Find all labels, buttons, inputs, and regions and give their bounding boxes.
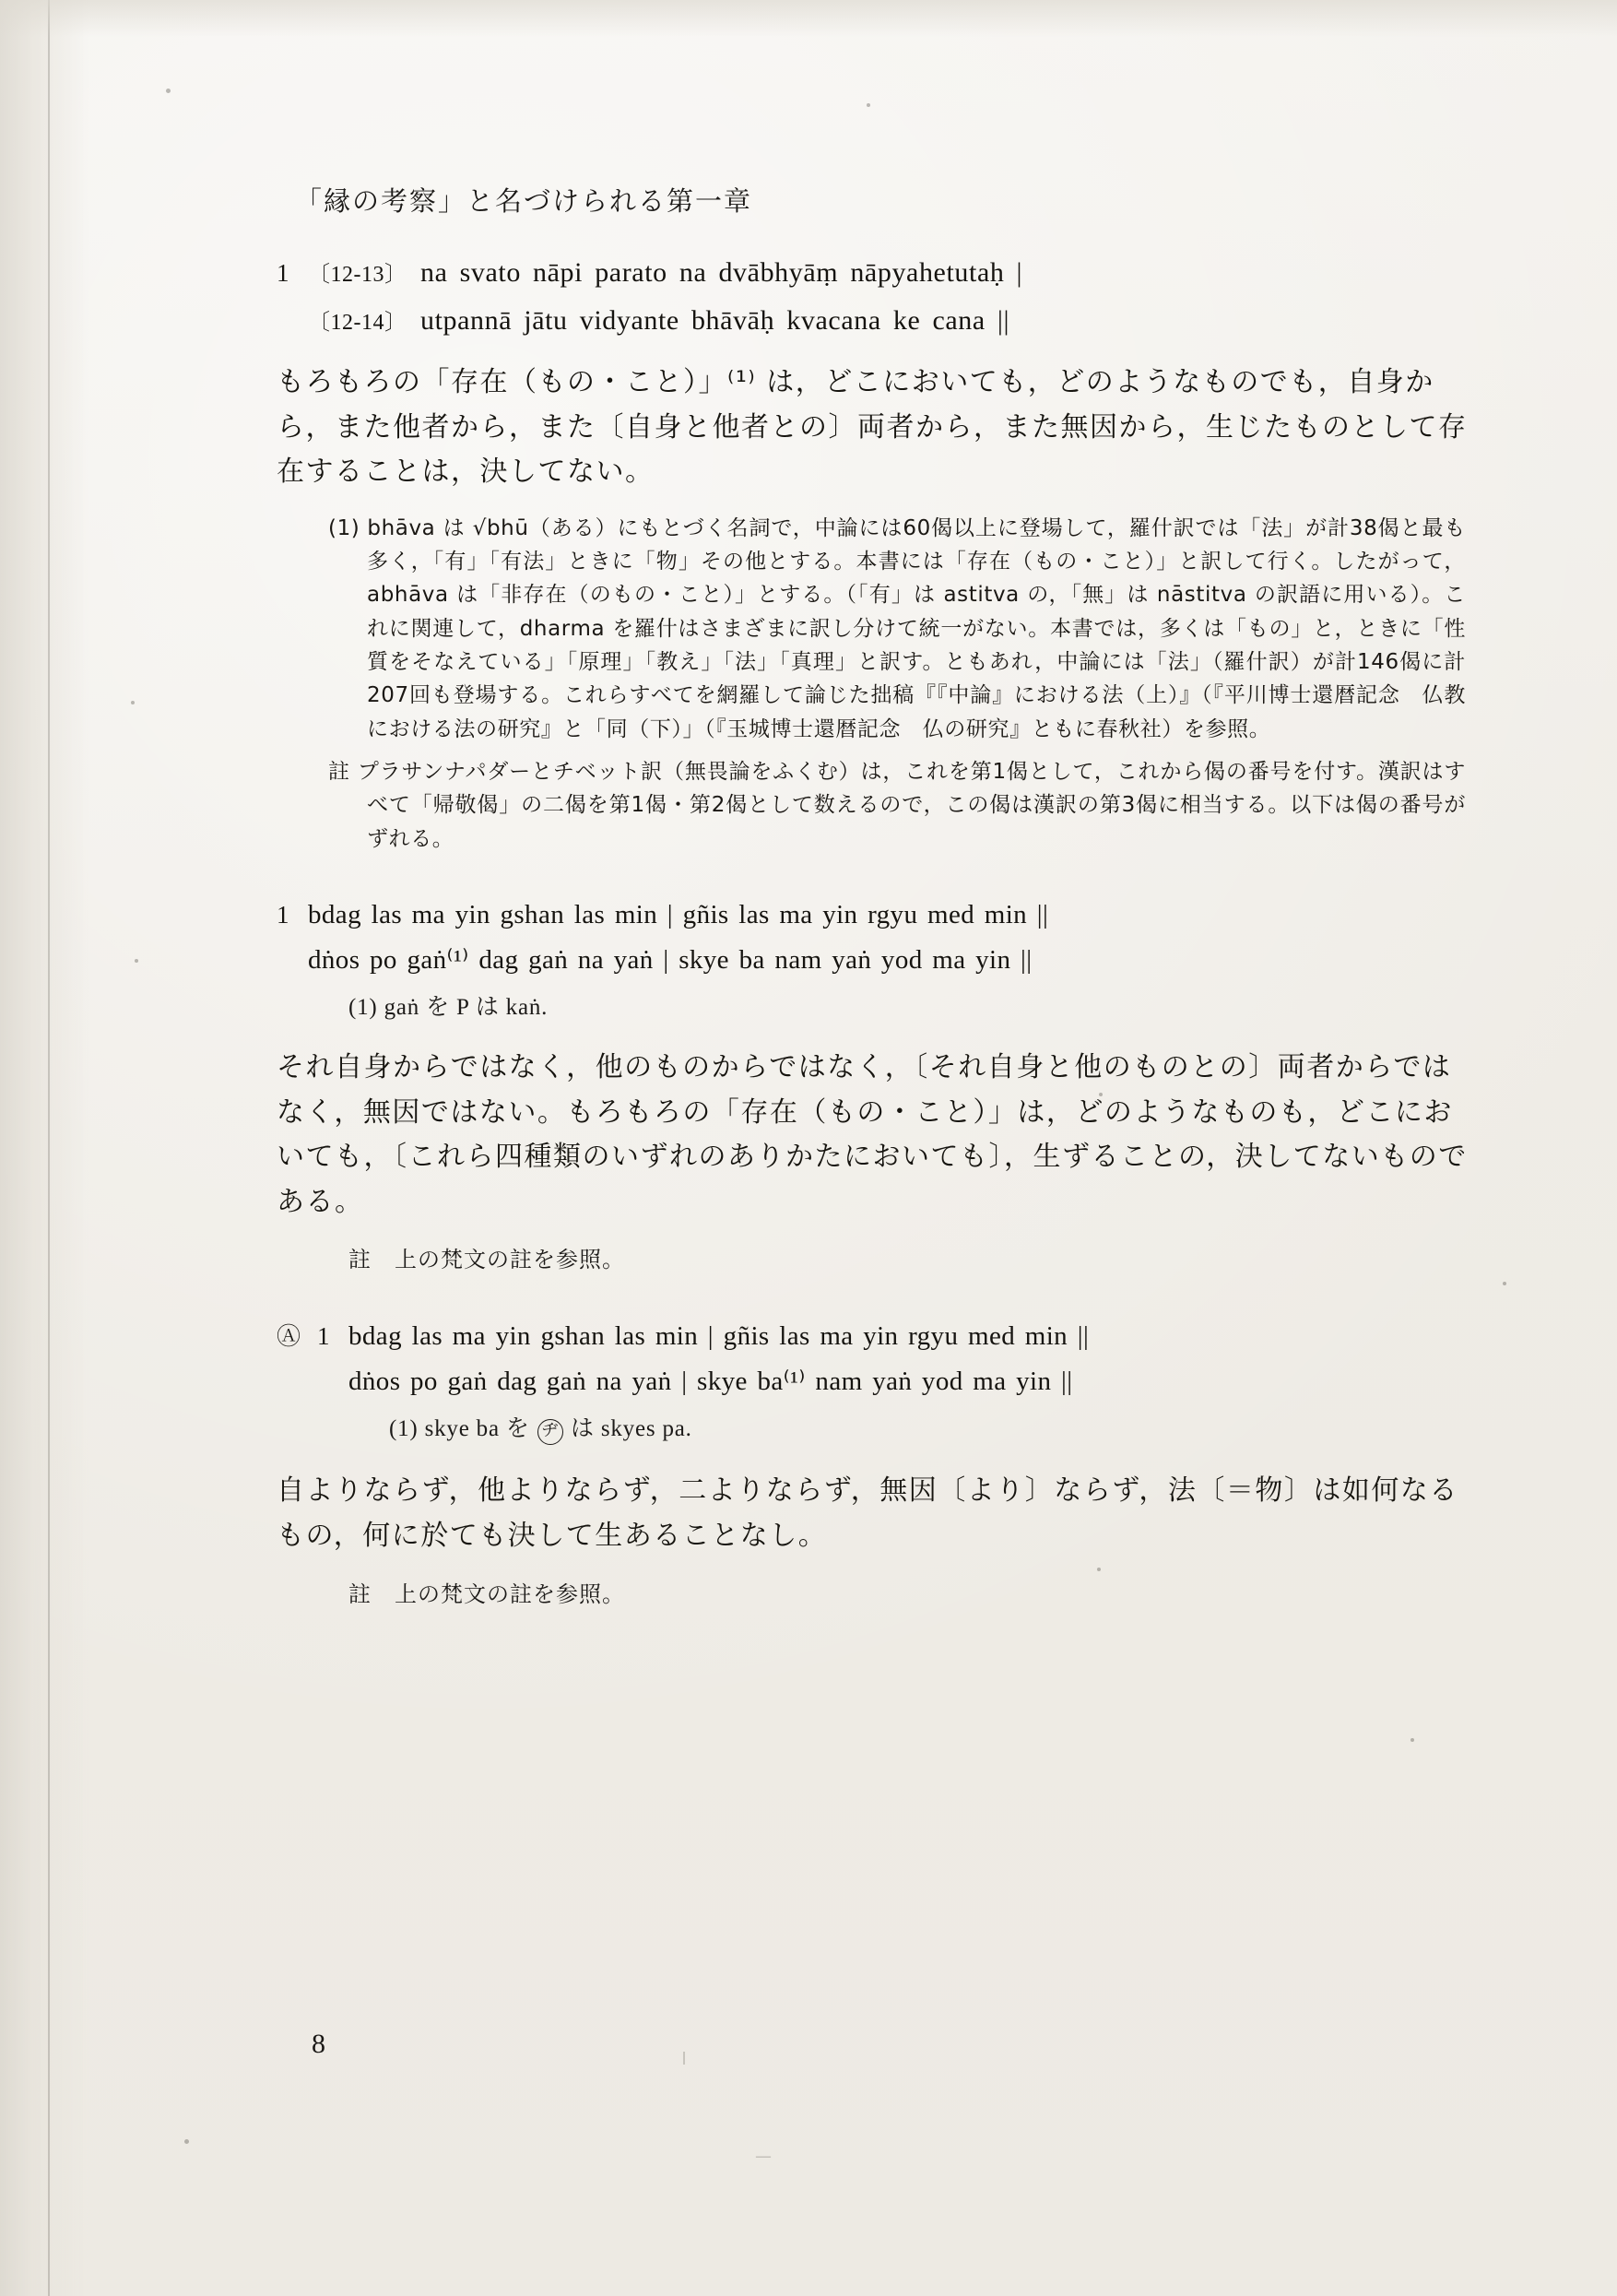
scan-speck [867,103,870,107]
tibetan-footnote-2 [389,1410,1475,1445]
tibetan-footnote-suffix: は skyes pa. [570,1416,692,1442]
tibetan-verse-block-1 [277,900,1475,1022]
chinese-reference-note: 註 上の梵文の註を参照。 [348,1580,625,1607]
footnote-marker: (1) [328,515,360,540]
tibetan-line [277,943,1475,976]
document-body [277,181,1475,1608]
circled-sigil: ヂ [537,1419,563,1445]
tibetan-line [277,1318,1475,1352]
tibetan-text: bdag las ma yin gshan las min | gñis las ma yin rgyu med min || [348,1321,1090,1352]
scan-speck [131,701,135,704]
sanskrit-note-list [328,512,1466,856]
verse-reference: 〔12-13〕 [308,263,407,287]
scan-speck [135,959,138,963]
chapter-heading: 「縁の考察」と名づけられる第一章 [295,185,753,217]
scan-speck [184,2139,189,2144]
tibetan-verse-number: 1 [317,1322,330,1351]
chinese-translation: 自よりならず，他よりならず，二よりならず，無因〔より〕ならず，法〔＝物〕は如何なるもの，何に於ても決して生あることなし。 [277,1474,1458,1553]
scan-speck [1410,1738,1414,1742]
tibetan-translation-1: それ自身からではなく，他のものからではなく，〔それ自身と他のものとの〕両者からではなく，無因ではない。もろもろの「存在（もの・こと）」は，どのようなものも，どこにおいても，〔これら四種類のいずれのありかたにおいても〕，生ずることの，決してないものである。 [277,1051,1468,1218]
footnote-marker: 註 [328,760,350,785]
source-sigil-marker: Ⓐ [277,1323,301,1351]
verse-line [277,255,1475,289]
sanskrit-verse-block [277,255,1475,337]
tibetan-verse-block-2 [277,1318,1475,1445]
sanskrit-translation: もろもろの「存在（もの・こと）」⁽¹⁾ は，どこにおいても，どのようなものでも，自身から，また他者から，また〔自身と他者との〕両者から，また無因から，生じたものとして存在することは，決してない。 [277,366,1468,489]
scan-speck [1503,1282,1506,1285]
tibetan-text: dṅos po gaṅ⁽¹⁾ dag gaṅ na yaṅ | skye ba nam yaṅ yod ma yin || [308,945,1033,976]
page-top-edge [0,0,1617,37]
scan-artifact: ǀ [682,2049,687,2069]
tibetan-reference-note-1: 註 上の梵文の註を参照。 [348,1247,625,1273]
tibetan-line [277,1365,1475,1397]
scan-speck [166,89,171,93]
scan-artifact: — [756,2148,771,2164]
verse-line [277,303,1475,337]
tibetan-footnote-text: (1) gaṅ を P は kaṅ. [348,995,549,1021]
verse-number: 1 [277,259,290,287]
tibetan-line [277,900,1475,930]
tibetan-text: bdag las ma yin gshan las min | gñis las ma yin rgyu med min || [308,900,1049,930]
verse-text: na svato nāpi parato na dvābhyāṃ nāpyahetutaḥ | [420,257,1023,288]
footnote-text: bhāva は √bhū（ある）にもとづく名詞で，中論には60偈以上に登場して，羅什訳では「法」が計38偈と最も多く，「有」「有法」ときに「物」その他とする。本書には「存在（もの・こと）」と訳して行く。したがって，abhāva は「非存在（のもの・こと）」とする。（「有」は astitva の，「無」は nāstitva の訳語に用いる）。これに関連して，dharma を羅什はさまざまに訳し分けて統一がない。本書では，多くは「もの」と，ときに「性質をそなえている」「原理」「教え」「法」「真理」と訳す。ともあれ，中論には「法」（羅什訳）が計146偈に計207回も登場する。これらすべてを網羅して論じた拙稿『『中論』における法（上）』（『平川博士還暦記念 仏教における法の研究』と「同（下）」（『玉城博士還暦記念 仏の研究』ともに春秋社）を参照。 [367,515,1466,741]
page-number: 8 [312,2029,325,2059]
tibetan-text: dṅos po gaṅ dag gaṅ na yaṅ | skye ba⁽¹⁾ nam yaṅ yod ma yin || [348,1367,1073,1397]
tibetan-footnote-prefix: (1) skye ba を [389,1416,530,1442]
verse-reference: 〔12-14〕 [308,311,407,335]
footnote-1 [328,512,1466,746]
footnote-text: プラサンナパダーとチベット訳（無畏論をふくむ）は，これを第1偈として，これから偈の番号を付す。漢訳はすべて「帰敬偈」の二偈を第1偈・第2偈として数えるので，この偈は漢訳の第3偈に相当する。以下は偈の番号がずれる。 [357,760,1466,851]
tibetan-footnote-1 [348,988,1475,1022]
footnote-2 [328,755,1466,856]
tibetan-verse-number: 1 [277,901,289,929]
page-binding-edge [0,0,89,2296]
verse-text: utpannā jātu vidyante bhāvāḥ kvacana ke cana || [420,305,1010,336]
